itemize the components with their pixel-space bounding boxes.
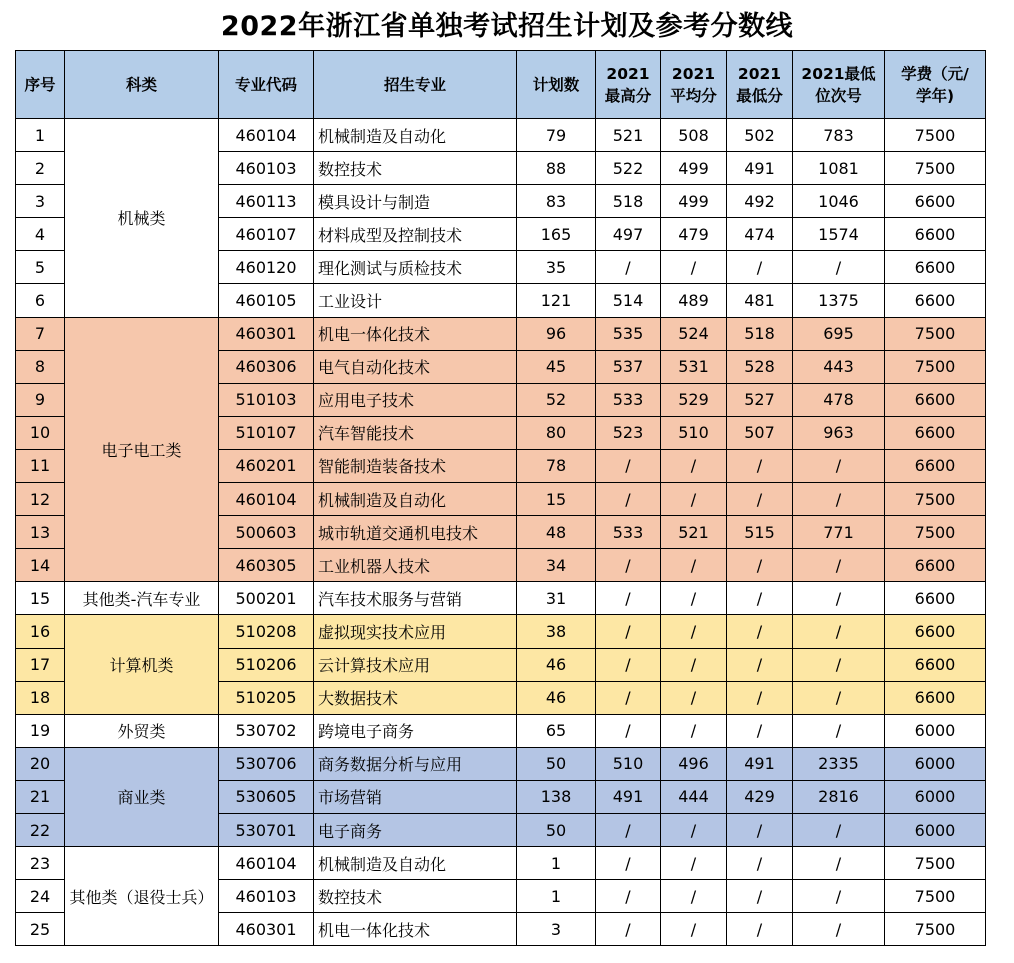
table-row bbox=[16, 317, 986, 350]
min-rank-cell: 695 bbox=[793, 317, 885, 350]
major-name-cell: 工业设计 bbox=[314, 284, 517, 317]
avg-score-cell: / bbox=[661, 648, 727, 681]
min-score-cell: 491 bbox=[727, 152, 793, 185]
max-score-cell: / bbox=[596, 913, 661, 946]
avg-score-cell: 479 bbox=[661, 218, 727, 251]
min-rank-cell: / bbox=[793, 549, 885, 582]
plan-count-cell: 79 bbox=[517, 119, 596, 152]
header-seq: 序号 bbox=[16, 51, 65, 119]
tuition-fee-cell: 7500 bbox=[885, 880, 986, 913]
avg-score-cell: / bbox=[661, 813, 727, 846]
table-row bbox=[16, 747, 986, 780]
header-max-score bbox=[596, 51, 661, 119]
plan-count-cell: 34 bbox=[517, 549, 596, 582]
min-score-cell: / bbox=[727, 913, 793, 946]
seq-cell: 2 bbox=[16, 152, 65, 185]
plan-count-cell: 15 bbox=[517, 483, 596, 516]
plan-count-cell: 3 bbox=[517, 913, 596, 946]
seq-cell: 5 bbox=[16, 251, 65, 284]
major-code-cell: 460305 bbox=[219, 549, 314, 582]
plan-count-cell: 138 bbox=[517, 780, 596, 813]
seq-cell: 8 bbox=[16, 350, 65, 383]
tuition-fee-cell: 6600 bbox=[885, 416, 986, 449]
avg-score-cell: / bbox=[661, 483, 727, 516]
min-score-cell: 502 bbox=[727, 119, 793, 152]
max-score-cell: 514 bbox=[596, 284, 661, 317]
max-score-cell: 497 bbox=[596, 218, 661, 251]
min-rank-cell: 963 bbox=[793, 416, 885, 449]
major-code-cell: 510103 bbox=[219, 383, 314, 416]
major-name-cell: 城市轨道交通机电技术 bbox=[314, 516, 517, 549]
major-code-cell: 500603 bbox=[219, 516, 314, 549]
major-name-cell: 机械制造及自动化 bbox=[314, 119, 517, 152]
header-min-year: 2021 bbox=[737, 64, 782, 83]
major-code-cell: 460120 bbox=[219, 251, 314, 284]
max-score-cell: / bbox=[596, 615, 661, 648]
plan-count-cell: 50 bbox=[517, 747, 596, 780]
seq-cell: 14 bbox=[16, 549, 65, 582]
major-code-cell: 510206 bbox=[219, 648, 314, 681]
seq-cell: 7 bbox=[16, 317, 65, 350]
seq-cell: 10 bbox=[16, 416, 65, 449]
max-score-cell: / bbox=[596, 251, 661, 284]
max-score-cell: / bbox=[596, 549, 661, 582]
category-cell: 机械类 bbox=[65, 119, 219, 318]
major-name-cell: 汽车智能技术 bbox=[314, 416, 517, 449]
page-title: 2022年浙江省单独考试招生计划及参考分数线 bbox=[220, 11, 794, 42]
major-name-cell: 跨境电子商务 bbox=[314, 714, 517, 747]
min-score-cell: / bbox=[727, 251, 793, 284]
seq-cell: 16 bbox=[16, 615, 65, 648]
min-rank-cell: 1574 bbox=[793, 218, 885, 251]
max-score-cell: 522 bbox=[596, 152, 661, 185]
max-score-cell: / bbox=[596, 449, 661, 482]
min-score-cell: 429 bbox=[727, 780, 793, 813]
major-name-cell: 商务数据分析与应用 bbox=[314, 747, 517, 780]
min-score-cell: / bbox=[727, 648, 793, 681]
max-score-cell: 533 bbox=[596, 383, 661, 416]
major-name-cell: 智能制造装备技术 bbox=[314, 449, 517, 482]
max-score-cell: 537 bbox=[596, 350, 661, 383]
header-code: 专业代码 bbox=[219, 51, 314, 119]
tuition-fee-cell: 6000 bbox=[885, 780, 986, 813]
tuition-fee-cell: 6600 bbox=[885, 218, 986, 251]
seq-cell: 23 bbox=[16, 847, 65, 880]
min-rank-cell: 771 bbox=[793, 516, 885, 549]
min-score-cell: 528 bbox=[727, 350, 793, 383]
seq-cell: 9 bbox=[16, 383, 65, 416]
avg-score-cell: 529 bbox=[661, 383, 727, 416]
header-max-label: 最高分 bbox=[604, 86, 652, 105]
major-code-cell: 510205 bbox=[219, 681, 314, 714]
major-code-cell: 460103 bbox=[219, 152, 314, 185]
min-rank-cell: / bbox=[793, 648, 885, 681]
major-name-cell: 材料成型及控制技术 bbox=[314, 218, 517, 251]
min-rank-cell: / bbox=[793, 847, 885, 880]
avg-score-cell: / bbox=[661, 449, 727, 482]
plan-count-cell: 88 bbox=[517, 152, 596, 185]
tuition-fee-cell: 6600 bbox=[885, 185, 986, 218]
header-row bbox=[16, 51, 986, 119]
tuition-fee-cell: 6600 bbox=[885, 549, 986, 582]
category-cell: 外贸类 bbox=[65, 714, 219, 747]
avg-score-cell: 521 bbox=[661, 516, 727, 549]
major-code-cell: 530605 bbox=[219, 780, 314, 813]
major-name-cell: 应用电子技术 bbox=[314, 383, 517, 416]
major-name-cell: 模具设计与制造 bbox=[314, 185, 517, 218]
plan-count-cell: 35 bbox=[517, 251, 596, 284]
tuition-fee-cell: 6600 bbox=[885, 449, 986, 482]
table-row bbox=[16, 847, 986, 880]
tuition-fee-cell: 6600 bbox=[885, 582, 986, 615]
plan-count-cell: 31 bbox=[517, 582, 596, 615]
avg-score-cell: 524 bbox=[661, 317, 727, 350]
header-avg-year: 2021 bbox=[671, 64, 716, 83]
tuition-fee-cell: 7500 bbox=[885, 847, 986, 880]
min-score-cell: 474 bbox=[727, 218, 793, 251]
min-rank-cell: 1081 bbox=[793, 152, 885, 185]
major-code-cell: 460107 bbox=[219, 218, 314, 251]
min-rank-cell: / bbox=[793, 483, 885, 516]
max-score-cell: 533 bbox=[596, 516, 661, 549]
plan-count-cell: 65 bbox=[517, 714, 596, 747]
avg-score-cell: 510 bbox=[661, 416, 727, 449]
avg-score-cell: / bbox=[661, 847, 727, 880]
header-plan: 计划数 bbox=[517, 51, 596, 119]
avg-score-cell: 508 bbox=[661, 119, 727, 152]
category-cell: 其他类-汽车专业 bbox=[65, 582, 219, 615]
seq-cell: 24 bbox=[16, 880, 65, 913]
min-score-cell: / bbox=[727, 813, 793, 846]
major-code-cell: 510107 bbox=[219, 416, 314, 449]
avg-score-cell: / bbox=[661, 549, 727, 582]
table-row bbox=[16, 615, 986, 648]
tuition-fee-cell: 6000 bbox=[885, 747, 986, 780]
header-rank-year: 2021最低 bbox=[801, 64, 876, 83]
header-rank-label: 位次号 bbox=[815, 86, 862, 105]
header-min-score bbox=[727, 51, 793, 119]
major-code-cell: 530702 bbox=[219, 714, 314, 747]
table-row bbox=[16, 714, 986, 747]
plan-count-cell: 80 bbox=[517, 416, 596, 449]
min-score-cell: / bbox=[727, 847, 793, 880]
min-score-cell: 507 bbox=[727, 416, 793, 449]
min-rank-cell: / bbox=[793, 880, 885, 913]
tuition-fee-cell: 7500 bbox=[885, 913, 986, 946]
max-score-cell: 523 bbox=[596, 416, 661, 449]
tuition-fee-cell: 7500 bbox=[885, 516, 986, 549]
header-min-rank bbox=[793, 51, 885, 119]
avg-score-cell: 489 bbox=[661, 284, 727, 317]
min-score-cell: 527 bbox=[727, 383, 793, 416]
tuition-fee-cell: 6000 bbox=[885, 813, 986, 846]
major-name-cell: 数控技术 bbox=[314, 152, 517, 185]
seq-cell: 12 bbox=[16, 483, 65, 516]
major-code-cell: 460113 bbox=[219, 185, 314, 218]
major-code-cell: 460306 bbox=[219, 350, 314, 383]
avg-score-cell: / bbox=[661, 582, 727, 615]
min-rank-cell: / bbox=[793, 714, 885, 747]
seq-cell: 20 bbox=[16, 747, 65, 780]
major-code-cell: 500201 bbox=[219, 582, 314, 615]
max-score-cell: 491 bbox=[596, 780, 661, 813]
min-rank-cell: 478 bbox=[793, 383, 885, 416]
min-score-cell: 491 bbox=[727, 747, 793, 780]
major-name-cell: 机械制造及自动化 bbox=[314, 847, 517, 880]
min-score-cell: / bbox=[727, 880, 793, 913]
table-body bbox=[16, 119, 986, 946]
header-avg-score bbox=[661, 51, 727, 119]
seq-cell: 17 bbox=[16, 648, 65, 681]
major-name-cell: 电子商务 bbox=[314, 813, 517, 846]
tuition-fee-cell: 7500 bbox=[885, 152, 986, 185]
max-score-cell: / bbox=[596, 847, 661, 880]
seq-cell: 22 bbox=[16, 813, 65, 846]
min-rank-cell: 1375 bbox=[793, 284, 885, 317]
major-code-cell: 460201 bbox=[219, 449, 314, 482]
plan-count-cell: 165 bbox=[517, 218, 596, 251]
min-score-cell: / bbox=[727, 615, 793, 648]
avg-score-cell: 444 bbox=[661, 780, 727, 813]
min-rank-cell: / bbox=[793, 681, 885, 714]
seq-cell: 18 bbox=[16, 681, 65, 714]
tuition-fee-cell: 6600 bbox=[885, 648, 986, 681]
plan-count-cell: 48 bbox=[517, 516, 596, 549]
min-rank-cell: 2335 bbox=[793, 747, 885, 780]
seq-cell: 6 bbox=[16, 284, 65, 317]
major-name-cell: 工业机器人技术 bbox=[314, 549, 517, 582]
plan-count-cell: 83 bbox=[517, 185, 596, 218]
seq-cell: 4 bbox=[16, 218, 65, 251]
header-max-year: 2021 bbox=[606, 64, 650, 83]
max-score-cell: / bbox=[596, 714, 661, 747]
min-rank-cell: 443 bbox=[793, 350, 885, 383]
avg-score-cell: / bbox=[661, 251, 727, 284]
max-score-cell: / bbox=[596, 681, 661, 714]
avg-score-cell: / bbox=[661, 880, 727, 913]
tuition-fee-cell: 7500 bbox=[885, 483, 986, 516]
major-name-cell: 理化测试与质检技术 bbox=[314, 251, 517, 284]
table-row bbox=[16, 119, 986, 152]
seq-cell: 19 bbox=[16, 714, 65, 747]
min-rank-cell: / bbox=[793, 913, 885, 946]
min-score-cell: 481 bbox=[727, 284, 793, 317]
major-code-cell: 460301 bbox=[219, 317, 314, 350]
avg-score-cell: 499 bbox=[661, 152, 727, 185]
major-name-cell: 市场营销 bbox=[314, 780, 517, 813]
tuition-fee-cell: 6600 bbox=[885, 383, 986, 416]
avg-score-cell: / bbox=[661, 714, 727, 747]
plan-count-cell: 121 bbox=[517, 284, 596, 317]
seq-cell: 15 bbox=[16, 582, 65, 615]
major-name-cell: 电气自动化技术 bbox=[314, 350, 517, 383]
avg-score-cell: 531 bbox=[661, 350, 727, 383]
max-score-cell: / bbox=[596, 582, 661, 615]
min-score-cell: / bbox=[727, 681, 793, 714]
major-name-cell: 机电一体化技术 bbox=[314, 317, 517, 350]
major-code-cell: 460104 bbox=[219, 483, 314, 516]
major-name-cell: 大数据技术 bbox=[314, 681, 517, 714]
plan-count-cell: 1 bbox=[517, 880, 596, 913]
max-score-cell: 510 bbox=[596, 747, 661, 780]
category-cell: 其他类（退役士兵） bbox=[65, 847, 219, 946]
plan-count-cell: 50 bbox=[517, 813, 596, 846]
min-score-cell: 515 bbox=[727, 516, 793, 549]
max-score-cell: 518 bbox=[596, 185, 661, 218]
major-code-cell: 460104 bbox=[219, 119, 314, 152]
seq-cell: 11 bbox=[16, 449, 65, 482]
min-rank-cell: / bbox=[793, 449, 885, 482]
major-name-cell: 机械制造及自动化 bbox=[314, 483, 517, 516]
tuition-fee-cell: 6600 bbox=[885, 615, 986, 648]
min-score-cell: 518 bbox=[727, 317, 793, 350]
major-code-cell: 460104 bbox=[219, 847, 314, 880]
max-score-cell: / bbox=[596, 483, 661, 516]
category-cell: 电子电工类 bbox=[65, 317, 219, 582]
category-cell: 商业类 bbox=[65, 747, 219, 846]
major-name-cell: 云计算技术应用 bbox=[314, 648, 517, 681]
max-score-cell: 535 bbox=[596, 317, 661, 350]
tuition-fee-cell: 6600 bbox=[885, 681, 986, 714]
plan-count-cell: 46 bbox=[517, 681, 596, 714]
admission-table bbox=[15, 50, 986, 946]
max-score-cell: / bbox=[596, 648, 661, 681]
tuition-fee-cell: 7500 bbox=[885, 317, 986, 350]
min-rank-cell: 1046 bbox=[793, 185, 885, 218]
major-code-cell: 510208 bbox=[219, 615, 314, 648]
min-rank-cell: / bbox=[793, 813, 885, 846]
min-rank-cell: 2816 bbox=[793, 780, 885, 813]
header-fee-line2: 学年) bbox=[915, 86, 955, 105]
header-avg-label: 平均分 bbox=[670, 86, 717, 105]
seq-cell: 21 bbox=[16, 780, 65, 813]
avg-score-cell: / bbox=[661, 615, 727, 648]
avg-score-cell: / bbox=[661, 681, 727, 714]
min-score-cell: / bbox=[727, 483, 793, 516]
plan-count-cell: 1 bbox=[517, 847, 596, 880]
tuition-fee-cell: 6600 bbox=[885, 251, 986, 284]
major-name-cell: 虚拟现实技术应用 bbox=[314, 615, 517, 648]
plan-count-cell: 45 bbox=[517, 350, 596, 383]
major-code-cell: 460103 bbox=[219, 880, 314, 913]
header-major: 招生专业 bbox=[314, 51, 517, 119]
plan-count-cell: 96 bbox=[517, 317, 596, 350]
avg-score-cell: 496 bbox=[661, 747, 727, 780]
max-score-cell: / bbox=[596, 880, 661, 913]
min-score-cell: / bbox=[727, 714, 793, 747]
major-code-cell: 530706 bbox=[219, 747, 314, 780]
seq-cell: 25 bbox=[16, 913, 65, 946]
min-rank-cell: / bbox=[793, 615, 885, 648]
min-score-cell: / bbox=[727, 449, 793, 482]
plan-count-cell: 78 bbox=[517, 449, 596, 482]
avg-score-cell: / bbox=[661, 913, 727, 946]
min-score-cell: 492 bbox=[727, 185, 793, 218]
table-row bbox=[16, 582, 986, 615]
plan-count-cell: 46 bbox=[517, 648, 596, 681]
min-rank-cell: / bbox=[793, 251, 885, 284]
major-code-cell: 460105 bbox=[219, 284, 314, 317]
major-code-cell: 460301 bbox=[219, 913, 314, 946]
plan-count-cell: 52 bbox=[517, 383, 596, 416]
tuition-fee-cell: 6000 bbox=[885, 714, 986, 747]
header-category: 科类 bbox=[65, 51, 219, 119]
header-fee bbox=[885, 51, 986, 119]
min-rank-cell: / bbox=[793, 582, 885, 615]
seq-cell: 13 bbox=[16, 516, 65, 549]
tuition-fee-cell: 7500 bbox=[885, 350, 986, 383]
avg-score-cell: 499 bbox=[661, 185, 727, 218]
category-cell: 计算机类 bbox=[65, 615, 219, 714]
seq-cell: 1 bbox=[16, 119, 65, 152]
major-name-cell: 汽车技术服务与营销 bbox=[314, 582, 517, 615]
header-fee-line1: 学费（元/ bbox=[901, 64, 969, 83]
min-score-cell: / bbox=[727, 582, 793, 615]
major-name-cell: 数控技术 bbox=[314, 880, 517, 913]
min-score-cell: / bbox=[727, 549, 793, 582]
max-score-cell: 521 bbox=[596, 119, 661, 152]
max-score-cell: / bbox=[596, 813, 661, 846]
major-code-cell: 530701 bbox=[219, 813, 314, 846]
min-rank-cell: 783 bbox=[793, 119, 885, 152]
plan-count-cell: 38 bbox=[517, 615, 596, 648]
major-name-cell: 机电一体化技术 bbox=[314, 913, 517, 946]
header-min-label: 最低分 bbox=[736, 86, 783, 105]
tuition-fee-cell: 6600 bbox=[885, 284, 986, 317]
seq-cell: 3 bbox=[16, 185, 65, 218]
tuition-fee-cell: 7500 bbox=[885, 119, 986, 152]
